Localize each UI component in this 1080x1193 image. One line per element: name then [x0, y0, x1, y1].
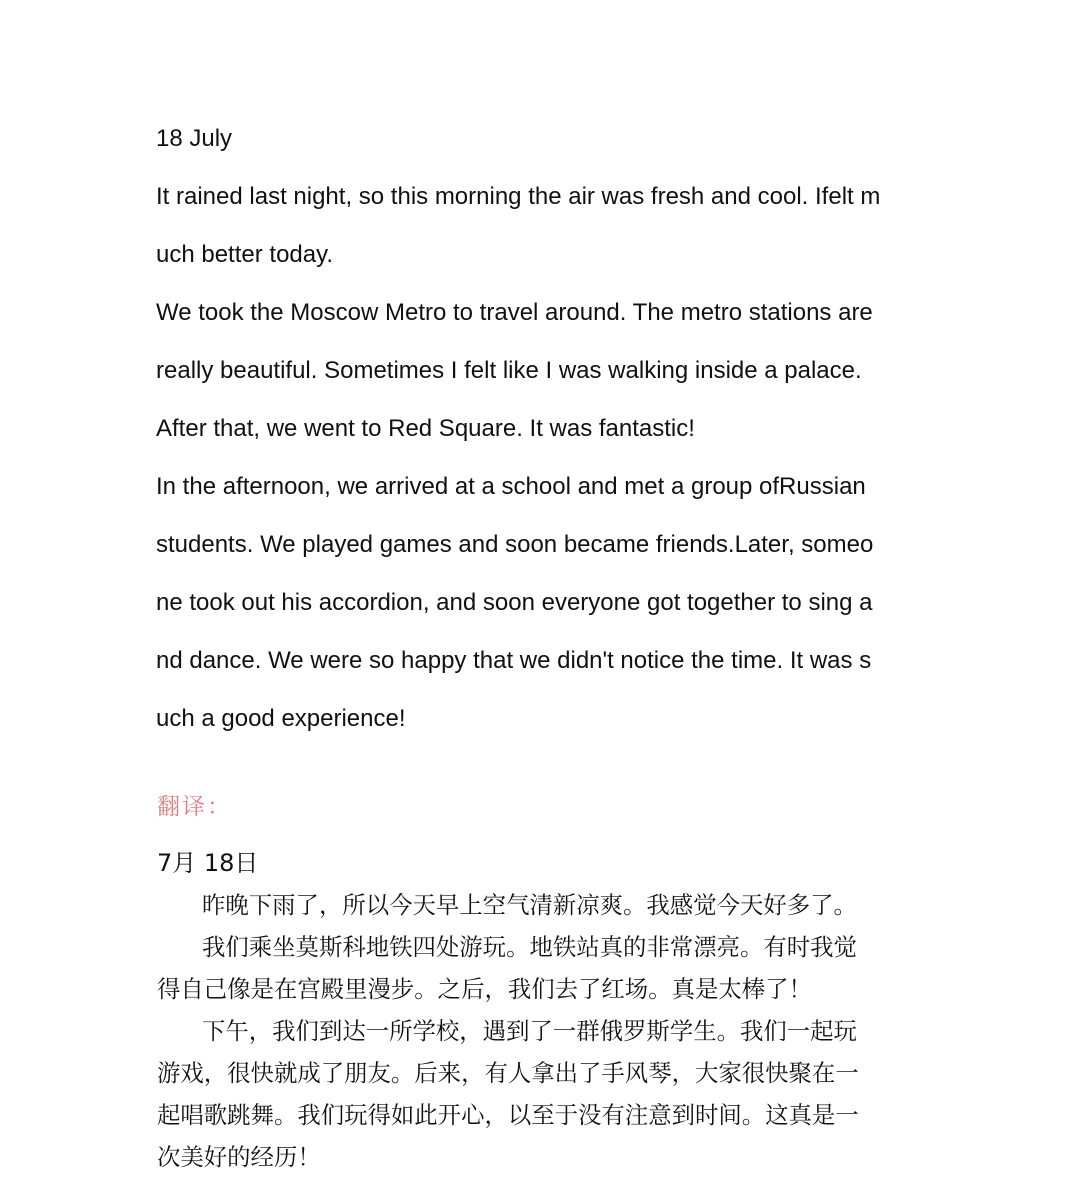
english-line: ne took out his accordion, and soon everyone got together to sing a — [156, 589, 873, 616]
english-line: nd dance. We were so happy that we didn't notice the time. It was s — [156, 647, 872, 674]
english-line: students. We played games and soon became friends.Later, someo — [156, 531, 874, 558]
chinese-line: 游戏，很快就成了朋友。后来，有人拿出了手风琴，大家很快聚在一 — [157, 1059, 859, 1087]
english-line: uch better today. — [156, 241, 333, 268]
chinese-date: 7月 18日 — [157, 849, 259, 877]
english-line: After that, we went to Red Square. It was fantastic! — [156, 415, 695, 442]
english-line: really beautiful. Sometimes I felt like I was walking inside a palace. — [156, 357, 862, 384]
chinese-line: 次美好的经历！ — [157, 1143, 321, 1171]
english-line: We took the Moscow Metro to travel around. The metro stations are — [156, 299, 873, 326]
translation-label: 翻译： — [157, 794, 232, 820]
english-line: It rained last night, so this morning the air was fresh and cool. Ifelt m — [156, 183, 881, 210]
chinese-line: 我们乘坐莫斯科地铁四处游玩。地铁站真的非常漂亮。有时我觉 — [202, 933, 857, 961]
chinese-line: 起唱歌跳舞。我们玩得如此开心，以至于没有注意到时间。这真是一 — [157, 1101, 859, 1129]
chinese-line: 昨晚下雨了，所以今天早上空气清新凉爽。我感觉今天好多了。 — [202, 891, 857, 919]
english-date: 18 July — [156, 125, 233, 152]
english-line: uch a good experience! — [156, 705, 406, 732]
chinese-line: 下午，我们到达一所学校，遇到了一群俄罗斯学生。我们一起玩 — [202, 1017, 857, 1045]
chinese-line: 得自己像是在宫殿里漫步。之后，我们去了红场。真是太棒了！ — [157, 975, 812, 1003]
english-line: In the afternoon, we arrived at a school and met a group ofRussian — [156, 473, 866, 500]
